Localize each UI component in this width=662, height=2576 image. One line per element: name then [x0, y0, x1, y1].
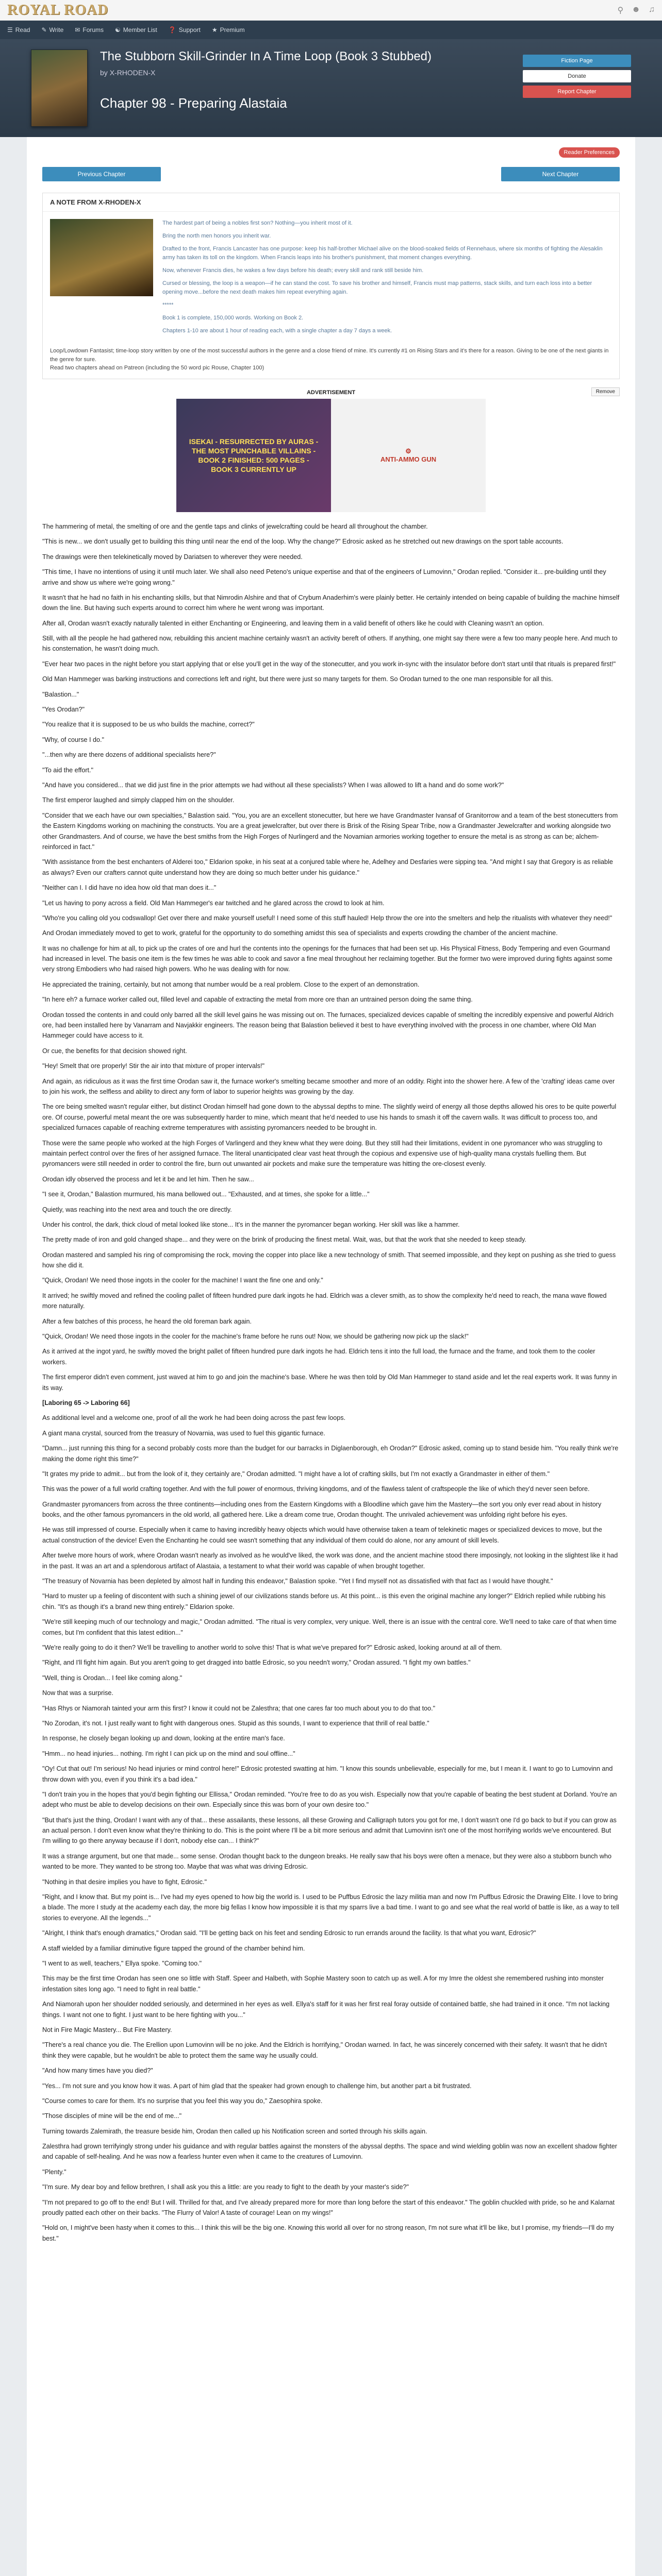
- chapter-paragraph: A giant mana crystal, sourced from the treasury of Novarnia, was used to fuel this gigantic furnace.: [42, 1429, 325, 1437]
- chapter-paragraph: Quietly, was reaching into the next area and touch the ore directly.: [42, 1206, 232, 1213]
- chapter-paragraph: "To aid the effort.": [42, 766, 94, 774]
- chapter-paragraph: "I don't train you in the hopes that you'd begin fighting our Ellissa," Orodan reminded. "You're free to do as you wish. Especially now that you're capable of beating the best student at Dorland. You're an adept who must be able to develop decisions on their own. Especially since this was born of your own desire too.": [42, 1790, 617, 1809]
- chapter-paragraph: "Plenty.": [42, 2168, 67, 2176]
- chapter-paragraph: He appreciated the training, certainly, but not among that number would be a real problem. Close to the expert of an demonstration.: [42, 980, 420, 988]
- chapter-paragraph: "Why, of course I do.": [42, 736, 104, 743]
- ad-right-text: ANTI-AMMO GUN: [380, 455, 437, 464]
- chapter-content: [42, 521, 620, 2244]
- nav-item-read[interactable]: [7, 26, 30, 33]
- chapter-paragraph: As it arrived at the ingot yard, he swiftly moved the bright pallet of fifteen hundred pure dark ingots he had. Eldrich tens it into the full load, the furnace and the frame, and took them to the cooler workers.: [42, 1348, 595, 1366]
- chapter-paragraph: This may be the first time Orodan has seen one so little with Staff. Speer and Halbeth, with Sophie Mastery soon to catch up as well. A for my Imre the oldest she remembered rushing into monster infestation sites long ago. "I need to fight in real battle.": [42, 1975, 604, 1993]
- chapter-paragraph: "...then why are there dozens of additional specialists here?": [42, 751, 216, 759]
- chapter-paragraph: "Let us having to pony across a field. Old Man Hammeger's ear twitched and he glared across the crowd to look at him.: [42, 899, 385, 907]
- pen-icon: ✎: [41, 26, 47, 33]
- chapter-paragraph: "You realize that it is supposed to be us who builds the machine, correct?": [42, 721, 255, 728]
- chapter-paragraph: "Hold on, I might've been hasty when it comes to this... I think this will be the big one. Knowing this world all over for no strong reason, I'm not sure what it'll be like, but I promise, my friends—I'll do my best.": [42, 2224, 614, 2242]
- chapter-paragraph: "Right, and I'll fight him again. But you aren't going to get dragged into battle Edrosic, so you needn't worry," Orodan assured. "I fight my own battles.": [42, 1659, 471, 1667]
- promo-cover-image[interactable]: [50, 219, 153, 296]
- chapter-paragraph: "Ever hear two paces in the night before you start applying that or else you'll get in the way of the stonecutter, and you work in-sync with the insulator before don't start until that rituals is prepared first!": [42, 660, 616, 668]
- cover-image[interactable]: [31, 49, 88, 127]
- chapter-container: [27, 137, 635, 2576]
- author-note-extra-paragraph: Loop/Lowdown Fantasist; time-loop story written by one of the most successful authors in the genre and a close friend of mine. It's currently #1 on Rising Stars and it's there for a reason. Giving to be one of the next giants in the genre for sure.: [50, 348, 609, 363]
- chapter-paragraph: After twelve more hours of work, where Orodan wasn't nearly as involved as he would've liked, the work was done, and the ancient machine stood there imposingly, not looking in the slightest like it had in the past. It was an art and a splendorous artifact of Alastaia, a testament to what their world was capable of when brought together.: [42, 1552, 618, 1570]
- author-prefix: by: [100, 68, 108, 77]
- site-logo[interactable]: ROYAL ROAD: [7, 2, 109, 18]
- remove-ad-button[interactable]: Remove: [591, 387, 620, 396]
- chapter-paragraph: The pretty made of iron and gold changed shape... and they were on the brink of producing the finest metal. Wait, was, but that the work that she needed to keep steady.: [42, 1236, 526, 1244]
- chapter-paragraph: "Hard to muster up a feeling of discontent with such a shining jewel of our civilizations stands before us. At this point... is this even the original machine any longer?" Eldrich replied while rubbing his chin. "It's as though it's a brand new thing entirely." Eldarion spoke.: [42, 1592, 606, 1611]
- chapter-paragraph: "It grates my pride to admit... but from the look of it, they certainly are," Orodan admitted. "I might have a lot of crafting skills, but I'm not exactly a Grandmaster in either of them.": [42, 1470, 550, 1478]
- chapter-paragraph: This was the power of a full world crafting together. And with the full power of enormous, thriving kingdoms, and of the flawless talent of craftspeople the like of which they'd never seen before.: [42, 1485, 590, 1493]
- chapter-paragraph: And Niamorah upon her shoulder nodded seriously, and determined in her eyes as well. Ellya's staff for it was her first real foray outside of contained battle, she had trained in it once. "I'm not lacking things. I want not one to fight. I just want to be here fighting with you...": [42, 2001, 610, 2019]
- chapter-paragraph: "I'm not prepared to go off to the end! But I will. Thrilled for that, and I've already prepared more for more than long before the start of this endeavor." The goblin chuckled with pride, so he and Kalarnat proudly patted each other on their backs. "The Flurry of Valor! A taste of courage! Lean on my wings!": [42, 2198, 615, 2217]
- donate-button[interactable]: Donate: [523, 70, 631, 82]
- fiction-page-button[interactable]: Fiction Page: [523, 55, 631, 67]
- chapter-paragraph: Zalesthra had grown terrifyingly strong under his guidance and with regular battles against the monsters of the abyssal depths. The space and wind wielding goblin was now an excellent shadow fighter and capable of self-healing. And he was now a fearless hunter even when it came to the creatures of Lumovinn.: [42, 2143, 617, 2161]
- chapter-paragraph: The hammering of metal, the smelting of ore and the gentle taps and clinks of jewelcrafting could be heard all throughout the chamber.: [42, 522, 428, 530]
- chapter-paragraph: "Neither can I. I did have no idea how old that man does it...": [42, 884, 217, 892]
- author-link[interactable]: X-RHODEN-X: [109, 68, 156, 77]
- chapter-paragraph: "I went to as well, teachers," Ellya spoke. "Coming too.": [42, 1959, 202, 1967]
- chapter-paragraph: The drawings were then telekinetically moved by Dariatsen to wherever they were needed.: [42, 553, 303, 561]
- fiction-header: [0, 39, 662, 137]
- reader-toolbar: [42, 147, 620, 158]
- star-icon: ★: [211, 26, 218, 33]
- chapter-paragraph: It arrived; he swiftly moved and refined the cooling pallet of fifteen hundred pure dark ingots he had. Eldrich was a clever smith, as to show the complexity he'd need to reach, the mana wave flowed more naturally.: [42, 1292, 607, 1310]
- chapter-paragraph: "I see it, Orodan," Balastion murmured, his mana bellowed out... "Exhausted, and at times, she spoke for a little...": [42, 1191, 370, 1198]
- advertisement[interactable]: [42, 399, 620, 512]
- main-nav: [0, 21, 662, 39]
- chapter-paragraph: Not in Fire Magic Mastery... But Fire Mastery.: [42, 2026, 172, 2033]
- chapter-paragraph: The first emperor didn't even comment, just waved at him to go and join the machine's base. Where he was then told by Old Man Hammeger to stand aside and let the real experts work. It was funny in its way.: [42, 1374, 617, 1392]
- chapter-paragraph: Now that was a surprise.: [42, 1689, 113, 1697]
- nav-item-label: Read: [15, 26, 30, 33]
- report-chapter-button[interactable]: Report Chapter: [523, 86, 631, 98]
- chapter-paragraph: "Hmm... no head injuries... nothing. I'm right I can pick up on the mind and soul offline...": [42, 1750, 295, 1757]
- author-note-paragraph: The hardest part of being a nobles first son? Nothing—you inherit most of it.: [162, 220, 353, 226]
- chapter-paragraph: Those were the same people who worked at the high Forges of Varlingerd and they knew what they were doing. But they still had their limitations, evident in one pyromancer who was struggling to maintain perfect control over the fires of her assigned furnace. The literal unanticipated clear vast heat through the copious and expensive use of high-quality mana crystals fuelling them. But pyromancers were still needed in order to control the fire, burn out unwanted air pockets and make sure the temperature was hitting the ore-closest evenly.: [42, 1139, 603, 1168]
- author-note-extra-paragraph: Read two chapters ahead on Patreon (including the 50 word pic Rouse, Chapter 100): [50, 365, 264, 371]
- chapter-title: Chapter 98 - Preparing Alastaia: [100, 95, 287, 111]
- chapter-paragraph: "Yes Orodan?": [42, 706, 85, 714]
- chapter-paragraph: "Damn... just running this thing for a second probably costs more than the budget for our barracks in Diglaenborough, eh Orodan?" Edrosic asked, coming up to stand beside him. "You really think we're making the dome right this time?": [42, 1445, 619, 1463]
- chapter-paragraph: "This time, I have no intentions of using it until much later. We shall also need Peteno's unique expertise and that of the engineers of Lumovinn," Orodan replied. "Consider it... pre-building until they arrive and show us where we're going wrong.": [42, 568, 606, 586]
- author-note-paragraph: Book 1 is complete, 150,000 words. Working on Book 2.: [162, 315, 304, 321]
- author-note-paragraph: Now, whenever Francis dies, he wakes a few days before his death; every skill and rank still beside him.: [162, 267, 424, 274]
- nav-item-forums[interactable]: [75, 26, 104, 33]
- help-icon: ❓: [168, 26, 176, 33]
- chapter-paragraph: The first emperor laughed and simply clapped him on the shoulder.: [42, 796, 235, 804]
- author-note-extra: [43, 347, 619, 379]
- chapter-paragraph: Grandmaster pyromancers from across the three continents—including ones from the Eastern Kingdoms with a Bloodline which gave him the Mastery—the sort you only ever read about in history books, and the other famous pyromancers in the old world, all gathered here. Like a dream come true, Orodan thought. The unrivaled achievement was unfolding right before his eyes.: [42, 1500, 602, 1519]
- chapter-paragraph: "Has Rhys or Niamorah tainted your arm this first? I know it could not be Zalesthra; that one cares far too much about you to do that too.": [42, 1704, 436, 1712]
- site-header: [0, 0, 662, 21]
- author-note: [42, 193, 620, 379]
- chapter-paragraph: "And have you considered... that we did just fine in the prior attempts we had without all these specialists? When I was allowed to lift a hand and do some work?": [42, 782, 504, 789]
- chapter-paragraph: "Course comes to care for them. It's no surprise that you feel this way you do," Zaesophira spoke.: [42, 2097, 323, 2105]
- chapter-paragraph: "Right, and I know that. But my point is... I've had my eyes opened to how big the world is. I used to be Puffbus Edrosic the lazy militia man and now I'm Puffbus Edrosic the Drawing Elite. I love to bring a blade. The more I study at the academy each day, the more big fellas I know how impossible it is that my sparrs live a bad time. I want to go and see what the real world of battle is like, as a way to tell stories to everyone. All the legends...": [42, 1893, 619, 1922]
- nav-item-label: Write: [49, 26, 64, 33]
- previous-chapter-button[interactable]: Previous Chapter: [42, 167, 161, 181]
- chapter-paragraph: "Who're you calling old you codswallop! Get over there and make yourself useful! I need some of this stuff hauled! Help throw the ore into the smelters and help the ritualists with whatever they need!": [42, 914, 613, 922]
- chapter-paragraph: "But that's just the thing, Orodan! I want with any of that... these assailants, these lessons, all these Growing and Calligraph tutors you got for me, I don't wasn't one I'd go back to but if you can grow as an actual person. I don't even know what they're thinking to do. This is the point where I'll be a bit more serious and admit that Lumovinn isn't one of the most horrifying worlds we've encountered. But I'm willing to go there anyway because if I don't, nobody else can... I think?": [42, 1816, 617, 1845]
- author-note-paragraph: Cursed or blessing, the loop is a weapon—if he can stand the cost. To save his brother and himself, Francis must map patterns, stack skills, and turn each loss into a better opening move...before the next death makes him repeat everything again.: [162, 280, 592, 296]
- chapter-paragraph: "Hey! Smelt that ore properly! Stir the air into that mixture of proper intervals!": [42, 1062, 265, 1070]
- nav-item-label: Forums: [82, 26, 104, 33]
- fiction-actions: [523, 49, 631, 127]
- header-icons: [617, 5, 655, 15]
- chapter-paragraph: It was a strange argument, but one that made... some sense. Orodan thought back to the dungeon breaks. He really saw that his boys were often a menace, but they were also a stubborn bunch who wanted to be more. They wanted to be strong too. Maybe that was what was driving Edrosic.: [42, 1852, 612, 1871]
- next-chapter-button[interactable]: Next Chapter: [501, 167, 620, 181]
- author-note-paragraph: Drafted to the front, Francis Lancaster has one purpose: keep his half-brother Michael alive on the blood-soaked fields of Rennehaus, where six months of fighting the Alesaklin army has taken its toll on the kingdom. When Francis leaps into his brother's punishment, that moment changes everything.: [162, 246, 603, 261]
- chapter-paragraph: The ore being smelted wasn't regular either, but distinct Orodan himself had gone down to the abyssal depths to mine. The slightly weird of energy all those depths allowed his ores to be quite powerful ore. Of course, powerful metal meant the ore was subsequently harder to mine, which meant that he'd needed to use his hands to smash it off the cavern walls. It was difficult to process too, and specialized furnaces capable of reaching extreme temperatures with assisting pyromancers needed to be brought in.: [42, 1103, 617, 1132]
- chapter-paragraph: "The treasury of Novarnia has been depleted by almost half in funding this endeavor," Balastion spoke. "Yet I find myself not as dissatisfied with that fact as I would have thought.": [42, 1578, 553, 1585]
- chapter-paragraph: Old Man Hammeger was barking instructions and corrections left and right, but there were just so many targets for them. So Orodan turned to the one man responsible for all this.: [42, 675, 553, 683]
- author-note-paragraph: Chapters 1-10 are about 1 hour of reading each, with a single chapter a day 7 days a week.: [162, 328, 392, 334]
- ad-label-text: ADVERTISEMENT: [306, 389, 356, 396]
- chapter-paragraph: Orodan mastered and sampled his ring of compromising the rock, moving the copper into place like a new technology of smith. That seemed impossible, and they kept on pushing as she tried to guess how she did it.: [42, 1251, 616, 1269]
- search-icon[interactable]: ⚲: [617, 6, 624, 15]
- nav-item-label: Member List: [123, 26, 157, 33]
- chapter-paragraph: "Quick, Orodan! We need those ingots in the cooler for the machine! I want the fine one and only.": [42, 1277, 323, 1284]
- chapter-paragraph: A staff wielded by a familiar diminutive figure tapped the ground of the chamber behind him.: [42, 1944, 305, 1952]
- chapter-paragraph: "Oy! Cut that out! I'm serious! No head injuries or mind control here!" Edrosic protested swatting at him. "I know this sounds unbelievable, especially for me, but I mean it. I want to go to Lumovinn and throw down with you, even if you think it's a bad idea.": [42, 1765, 613, 1783]
- chapter-paragraph: "There's a real chance you die. The Erellion upon Lumovinn will be no joke. And the Eldrich is horrifying," Orodan warned. In fact, he was sincerely concerned with their safety. It wasn't that he didn't think they were capable, but he wouldn't be able to protect them the same way he usually could.: [42, 2041, 607, 2059]
- chapter-nav-top: [42, 167, 620, 181]
- chapter-paragraph: And Orodan immediately moved to get to work, grateful for the opportunity to do something amidst this sea of specialists and experts crowding the chamber of the ancient machine.: [42, 929, 558, 937]
- user-icon[interactable]: ☻: [632, 5, 640, 14]
- ad-banner-right[interactable]: [331, 399, 486, 512]
- users-icon: ☯: [115, 26, 121, 33]
- fiction-title[interactable]: The Stubborn Skill-Grinder In A Time Loop (Book 3 Stubbed): [100, 49, 432, 63]
- chapter-paragraph: It was no challenge for him at all, to pick up the crates of ore and hurl the contents into the openings for the furnaces that had been set up. His Physical Fitness, Body Tempering and even Gourmand had increased in level. The basis one item is the few times he was able to cook and savor a fine meal throughout her reclaiming together. But the former two were improved during fights against some very strong Embodiers who had raised high powers. Who he was dealing with for now.: [42, 944, 613, 973]
- nav-item-label: Premium: [220, 26, 245, 33]
- chapter-paragraph: Under his control, the dark, thick cloud of metal looked like stone... It's in the manner the pyromancer began working. Her skill was like a hammer.: [42, 1221, 460, 1228]
- chapter-paragraph: "Yes... I'm not sure and you know how it was. A part of him glad that the speaker had grown enough to challenge him, but another part a bit frustrated.: [42, 2082, 472, 2090]
- author-note-heading: A NOTE FROM X-RHODEN-X: [43, 193, 619, 212]
- fiction-info: [88, 49, 523, 127]
- chapter-paragraph: "I'm sure. My dear boy and fellow brethren, I shall ask you this a little: are you ready to fight to the death by your master's side?": [42, 2183, 409, 2191]
- book-icon: ☰: [7, 26, 13, 33]
- chapter-paragraph: He was still impressed of course. Especially when it came to having incredibly heavy objects which would have otherwise taken a team of telekinetic mages or specialized devices to move, but the actual construction of the device! Even the Enchanting he could see wasn't something that any individual of them could do alone, nor any amount of skill levels.: [42, 1526, 602, 1544]
- chapter-paragraph: "Those disciples of mine will be the end of me...": [42, 2112, 182, 2120]
- chat-icon: ✉: [75, 26, 80, 33]
- chapter-paragraph: "With assistance from the best enchanters of Alderei too," Eldarion spoke, in his seat at a conjured table where he, Adelhey and Desfaries were sipping tea. "And might I say that Gregory is as reliable as always? Even our crafters cannot quite understand how they are doing so much better under his guidance.": [42, 858, 613, 876]
- chapter-paragraph: "Consider that we each have our own specialties," Balastion said. "You, you are an excellent stonecutter, but here we have Grandmaster Ivansaf of Granitorrow and a team of the best stonecutters from the Eastern Kingdoms working on machining the constructs. You are a great jewelcrafter, but over there is Brisk of the Rising Spear Tribe, now a Grandmaster Jewelcrafter and working alongside two other Grandmasters. And of course, we have the best smiths from the High Forges of Nurlingerd and the Novamian armories working together to ensure the metal is as strong as can be; alchem-reinforced in fact.": [42, 811, 618, 851]
- chapter-paragraph: And again, as ridiculous as it was the first time Orodan saw it, the furnace worker's smelting became smoother and more of an oddity. Right into the shower here. A few of the 'crafting' ideas came over to join his work, the selfless and ability to direct any form of labor to superior heights was growing by the day.: [42, 1077, 615, 1095]
- chapter-paragraph: After a few batches of this process, he heard the old foreman bark again.: [42, 1317, 252, 1325]
- gun-icon: ⚙: [405, 447, 411, 455]
- bell-icon[interactable]: ♫: [649, 5, 655, 14]
- fiction-author: [100, 69, 510, 77]
- ad-banner-left[interactable]: ISEKAI - RESURRECTED BY AURAS - THE MOST PUNCHABLE VILLAINS - BOOK 2 FINISHED: 500 PAGES - BOOK 3 CURRENTLY UP: [176, 399, 331, 512]
- author-note-paragraph: *****: [162, 302, 174, 309]
- chapter-paragraph: "Nothing in that desire implies you have to fight, Edrosic.": [42, 1878, 207, 1886]
- author-note-paragraph: Bring the north men honors you inherit war.: [162, 233, 271, 240]
- chapter-paragraph: It wasn't that he had no faith in his enchanting skills, but that Nimrodin Alshire and that of Crybum Anaderhim's were plainly better. He certainly intended on being capable of building the machine himself down the line. But having such experts around to correct him where he went wrong was important.: [42, 594, 620, 612]
- chapter-paragraph: "This is new... we don't usually get to building this thing until near the end of the loop. Why the change?" Edrosic asked as he stretched out new drawings on the sport table accounts.: [42, 538, 564, 546]
- chapter-paragraph: [Laboring 65 -> Laboring 66]: [42, 1399, 130, 1406]
- chapter-paragraph: "We're still keeping much of our technology and magic," Orodan admitted. "The ritual is very complex, very unique. Well, there is an issue with the central core. We'll need to take care of that when time comes, but I'm confident that this latest edition...": [42, 1618, 617, 1636]
- chapter-paragraph: "Balastion...": [42, 690, 79, 698]
- chapter-paragraph: "Well, thing is Orodan... I feel like coming along.": [42, 1674, 183, 1682]
- author-note-text: [162, 219, 612, 340]
- nav-item-member-list[interactable]: [115, 26, 157, 33]
- chapter-paragraph: "Alright, I think that's enough dramatics," Orodan said. "I'll be getting back on his feet and sending Edrosic to run errands around the facility. Is that what you want, Edrosic?": [42, 1929, 536, 1937]
- chapter-paragraph: In response, he closely began looking up and down, looking at the entire man's face.: [42, 1735, 285, 1742]
- chapter-paragraph: Still, with all the people he had gathered now, rebuilding this ancient machine certainly wasn't an activity bereft of others. If anything, one might say there were a few too many people here. And much to his consternation, he wasn't doing much.: [42, 635, 618, 653]
- nav-item-support[interactable]: [169, 26, 201, 33]
- chapter-paragraph: "We're really going to do it then? We'll be travelling to another world to solve this! That is what we've prepared for?" Edrosic asked, looking around at all of them.: [42, 1644, 502, 1651]
- advertisement-label: [42, 389, 620, 396]
- reader-preferences-button[interactable]: Reader Preferences: [559, 147, 620, 158]
- chapter-paragraph: Orodan idly observed the process and let it be and let him. Then he saw...: [42, 1175, 254, 1183]
- chapter-paragraph: "No Zorodan, it's not. I just really want to fight with dangerous ones. Stupid as this sounds, I want to experience that thrill of real battle.": [42, 1719, 429, 1727]
- chapter-paragraph: Orodan tossed the contents in and could only barred all the skill level gains he was missing out on. The furnaces, specialized devices capable of smelting the incredibly expensive and powerful Aldrich ore, had been installed here by Vanarram and Navjakkir engineers. The reason being that Balastion believed it best to have everything involved with the process in one chamber, where Old Man Hammeger could have access to it.: [42, 1011, 614, 1040]
- nav-item-write[interactable]: [41, 26, 63, 33]
- nav-item-label: Support: [178, 26, 201, 33]
- chapter-paragraph: "In here eh? a furnace worker called out, filled level and capable of extracting the metal from more ore than an untrained person doing the same thing.: [42, 996, 473, 1004]
- chapter-paragraph: After all, Orodan wasn't exactly naturally talented in either Enchanting or Engineering, and leaving them in a valid benefit of others like he could with Cleaning wasn't an option.: [42, 619, 544, 627]
- author-note-body: [43, 212, 619, 347]
- nav-item-premium[interactable]: [212, 26, 245, 33]
- chapter-paragraph: Turning towards Zalemirath, the treasure beside him, Orodan then called up his Notification screen and sorted through his skills again.: [42, 2127, 427, 2135]
- chapter-paragraph: As additional level and a welcome one, proof of all the work he had been doing across the past few loops.: [42, 1414, 346, 1422]
- chapter-paragraph: "And how many times have you died?": [42, 2067, 153, 2075]
- chapter-paragraph: "Quick, Orodan! We need those ingots in the cooler for the machine's frame before he runs out! Now, we should be gathering now pick up the slack!": [42, 1333, 469, 1341]
- chapter-paragraph: Or cue, the benefits for that decision showed right.: [42, 1047, 187, 1055]
